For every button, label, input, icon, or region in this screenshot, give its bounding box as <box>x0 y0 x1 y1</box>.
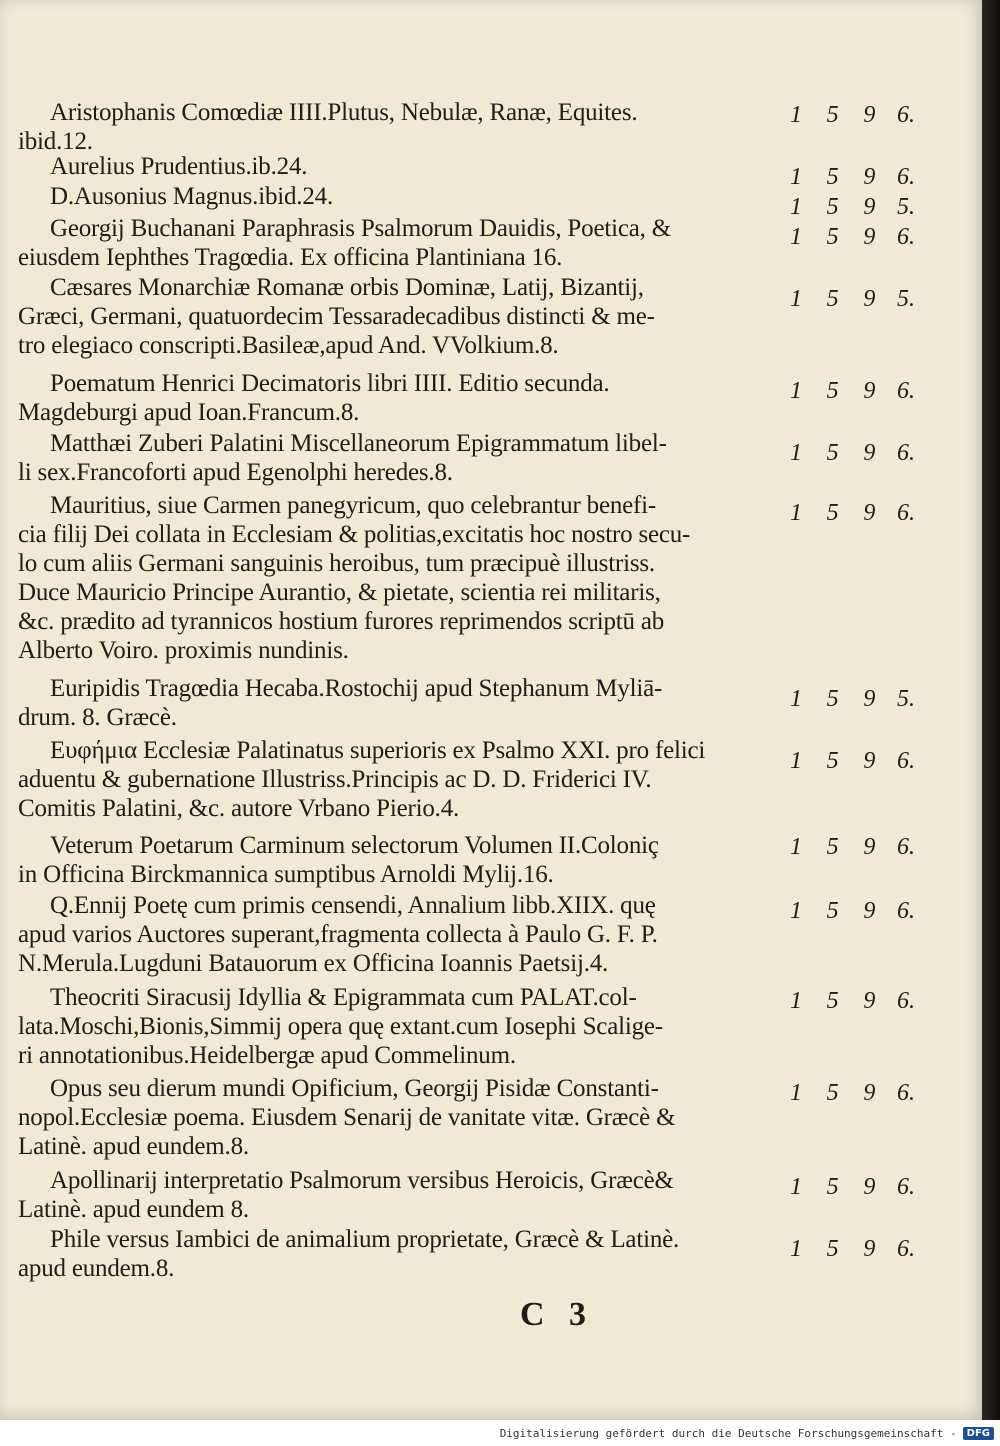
credit-bar <box>0 1420 1000 1446</box>
year-digit: 6. <box>896 500 915 526</box>
year-digit: 9 <box>863 102 876 128</box>
year-digit: 1 <box>790 898 802 924</box>
year-digit: 6. <box>896 164 915 190</box>
year-digit: 5 <box>826 1236 839 1262</box>
year-digit: 5 <box>826 224 839 250</box>
year-digit: 9 <box>863 898 876 924</box>
year-digit: 9 <box>863 1174 876 1200</box>
year-digit: 6. <box>896 378 915 404</box>
entry-text: Cæsares Monarchiæ Romanæ orbis Dominæ, Latij, Bizantij, Græci, Germani, quatuordecim Tessaradecadibus distincti & me- tro elegiaco conscripti.Basileæ,apud And. VVolkium.8. <box>18 274 655 359</box>
year-digit: 1 <box>790 378 802 404</box>
entry-text: Mauritius, siue Carmen panegyricum, quo celebrantur benefi- cia filij Dei collata in Ecclesiam & politias,excitatis hoc nostro secu- lo cum aliis Germani sanguinis heroibus, tum præcipuè illustriss. Duce Mauricio Principe Aurantio, & pietate, scientia rei militaris, &c. prædito ad tyrannicos hostium furores reprimendos scriptū ab Alberto Voiro. proximis nundinis. <box>18 492 691 664</box>
year-digit: 5 <box>826 194 839 220</box>
year-digit: 1 <box>790 440 802 466</box>
entry-year <box>786 224 916 251</box>
entry-year <box>786 686 916 713</box>
year-digit: 6. <box>896 440 915 466</box>
year-digit: 5 <box>826 378 839 404</box>
year-digit: 9 <box>863 500 876 526</box>
year-digit: 5. <box>896 686 915 712</box>
entry-year <box>786 286 916 313</box>
year-digit: 9 <box>863 440 876 466</box>
year-digit: 9 <box>863 748 876 774</box>
year-digit: 1 <box>790 1080 802 1106</box>
year-digit: 6. <box>896 1236 915 1262</box>
entry-text: Opus seu dierum mundi Opificium, Georgij Pisidæ Constanti- nopol.Ecclesiæ poema. Eiusdem Senarij de vanitate vitæ. Græcè & Latinè. apud eundem.8. <box>18 1075 676 1160</box>
year-digit: 5 <box>826 1080 839 1106</box>
year-digit: 1 <box>790 1174 802 1200</box>
entry-year <box>786 1174 916 1201</box>
year-digit: 9 <box>863 686 876 712</box>
entry-year <box>786 500 916 527</box>
entry-year <box>786 834 916 861</box>
signature-mark: C 3 <box>520 1296 595 1333</box>
year-digit: 5 <box>826 898 839 924</box>
entry-text: Q.Ennij Poetę cum primis censendi, Annalium libb.XIIX. quę apud varios Auctores superant,fragmenta collecta à Paulo G. F. P. N.Merula.Lugduni Batauorum ex Officina Ioannis Paetsij.4. <box>18 892 658 977</box>
entry-year <box>786 164 916 191</box>
entry-text: D.Ausonius Magnus.ibid.24. <box>50 183 334 210</box>
year-digit: 5 <box>826 500 839 526</box>
year-digit: 5 <box>826 988 839 1014</box>
entry-text: Matthæi Zuberi Palatini Miscellaneorum Epigrammatum libel- li sex.Francoforti apud Egenolphi heredes.8. <box>18 430 667 486</box>
year-digit: 5 <box>826 286 839 312</box>
year-digit: 9 <box>863 988 876 1014</box>
year-digit: 6. <box>896 1080 915 1106</box>
year-digit: 1 <box>790 1236 802 1262</box>
entry-year <box>786 194 916 221</box>
year-digit: 9 <box>863 1080 876 1106</box>
credit-text: Digitalisierung gefördert durch die Deutsche Forschungsgemeinschaft - <box>499 1426 957 1440</box>
entry-year <box>786 748 916 775</box>
entry-year <box>786 1080 916 1107</box>
year-digit: 6. <box>896 834 915 860</box>
entry-text: Phile versus Iambici de animalium proprietate, Græcè & Latinè. apud eundem.8. <box>18 1226 680 1282</box>
entry-text: Veterum Poetarum Carminum selectorum Volumen II.Coloniç in Officina Birckmannica sumptibus Arnoldi Mylij.16. <box>18 832 659 888</box>
year-digit: 6. <box>896 224 915 250</box>
year-digit: 6. <box>896 898 915 924</box>
year-digit: 5. <box>896 286 915 312</box>
year-digit: 6. <box>896 1174 915 1200</box>
year-digit: 1 <box>790 194 802 220</box>
year-digit: 9 <box>863 378 876 404</box>
year-digit: 9 <box>863 834 876 860</box>
entry-year <box>786 898 916 925</box>
year-digit: 1 <box>790 834 802 860</box>
year-digit: 5 <box>826 748 839 774</box>
entry-text: Aurelius Prudentius.ib.24. <box>50 153 308 180</box>
year-digit: 1 <box>790 686 802 712</box>
entry-text: Euripidis Tragœdia Hecaba.Rostochij apud Stephanum Myliā- drum. 8. Græcè. <box>18 675 663 731</box>
year-digit: 6. <box>896 102 915 128</box>
year-digit: 1 <box>790 988 802 1014</box>
year-digit: 1 <box>790 286 802 312</box>
year-digit: 9 <box>863 164 876 190</box>
year-digit: 1 <box>790 102 802 128</box>
entry-text: Apollinarij interpretatio Psalmorum versibus Heroicis, Græcè& Latinè. apud eundem 8. <box>18 1167 674 1223</box>
year-digit: 5 <box>826 1174 839 1200</box>
year-digit: 1 <box>790 500 802 526</box>
entry-text: Ευφήμια Ecclesiæ Palatinatus superioris ex Psalmo XXI. pro felici aduentu & gubernatione Illustriss.Principis ac D. D. Friderici IV. Comitis Palatini, &c. autore Vrbano Pierio.4. <box>18 737 706 822</box>
year-digit: 1 <box>790 224 802 250</box>
year-digit: 9 <box>863 194 876 220</box>
entry-text: Poematum Henrici Decimatoris libri IIII. Editio secunda. Magdeburgi apud Ioan.Francum.8. <box>18 370 610 426</box>
year-digit: 5. <box>896 194 915 220</box>
year-digit: 9 <box>863 286 876 312</box>
year-digit: 5 <box>826 164 839 190</box>
year-digit: 6. <box>896 748 915 774</box>
entry-year <box>786 440 916 467</box>
entry-text: Theocriti Siracusij Idyllia & Epigrammata cum PALAT.col- lata.Moschi,Bionis,Simmij opera quę extant.cum Iosephi Scalige- ri annotationibus.Heidelbergæ apud Commelinum. <box>18 984 663 1069</box>
year-digit: 5 <box>826 102 839 128</box>
entry-year <box>786 378 916 405</box>
year-digit: 6. <box>896 988 915 1014</box>
year-digit: 9 <box>863 1236 876 1262</box>
entry-text: Georgij Buchanani Paraphrasis Psalmorum Dauidis, Poetica, & eiusdem Iephthes Tragœdia. Ex officina Plantiniana 16. <box>18 215 671 271</box>
entry-text: Aristophanis Comœdiæ IIII.Plutus, Nebulæ, Ranæ, Equites. ibid.12. <box>18 99 638 155</box>
entry-year <box>786 988 916 1015</box>
entry-year <box>786 1236 916 1263</box>
year-digit: 1 <box>790 164 802 190</box>
page-edge-shadow <box>982 0 1000 1420</box>
entry-year <box>786 102 916 129</box>
dfg-logo: DFG <box>963 1427 994 1440</box>
year-digit: 9 <box>863 224 876 250</box>
year-digit: 5 <box>826 440 839 466</box>
year-digit: 5 <box>826 686 839 712</box>
year-digit: 1 <box>790 748 802 774</box>
year-digit: 5 <box>826 834 839 860</box>
